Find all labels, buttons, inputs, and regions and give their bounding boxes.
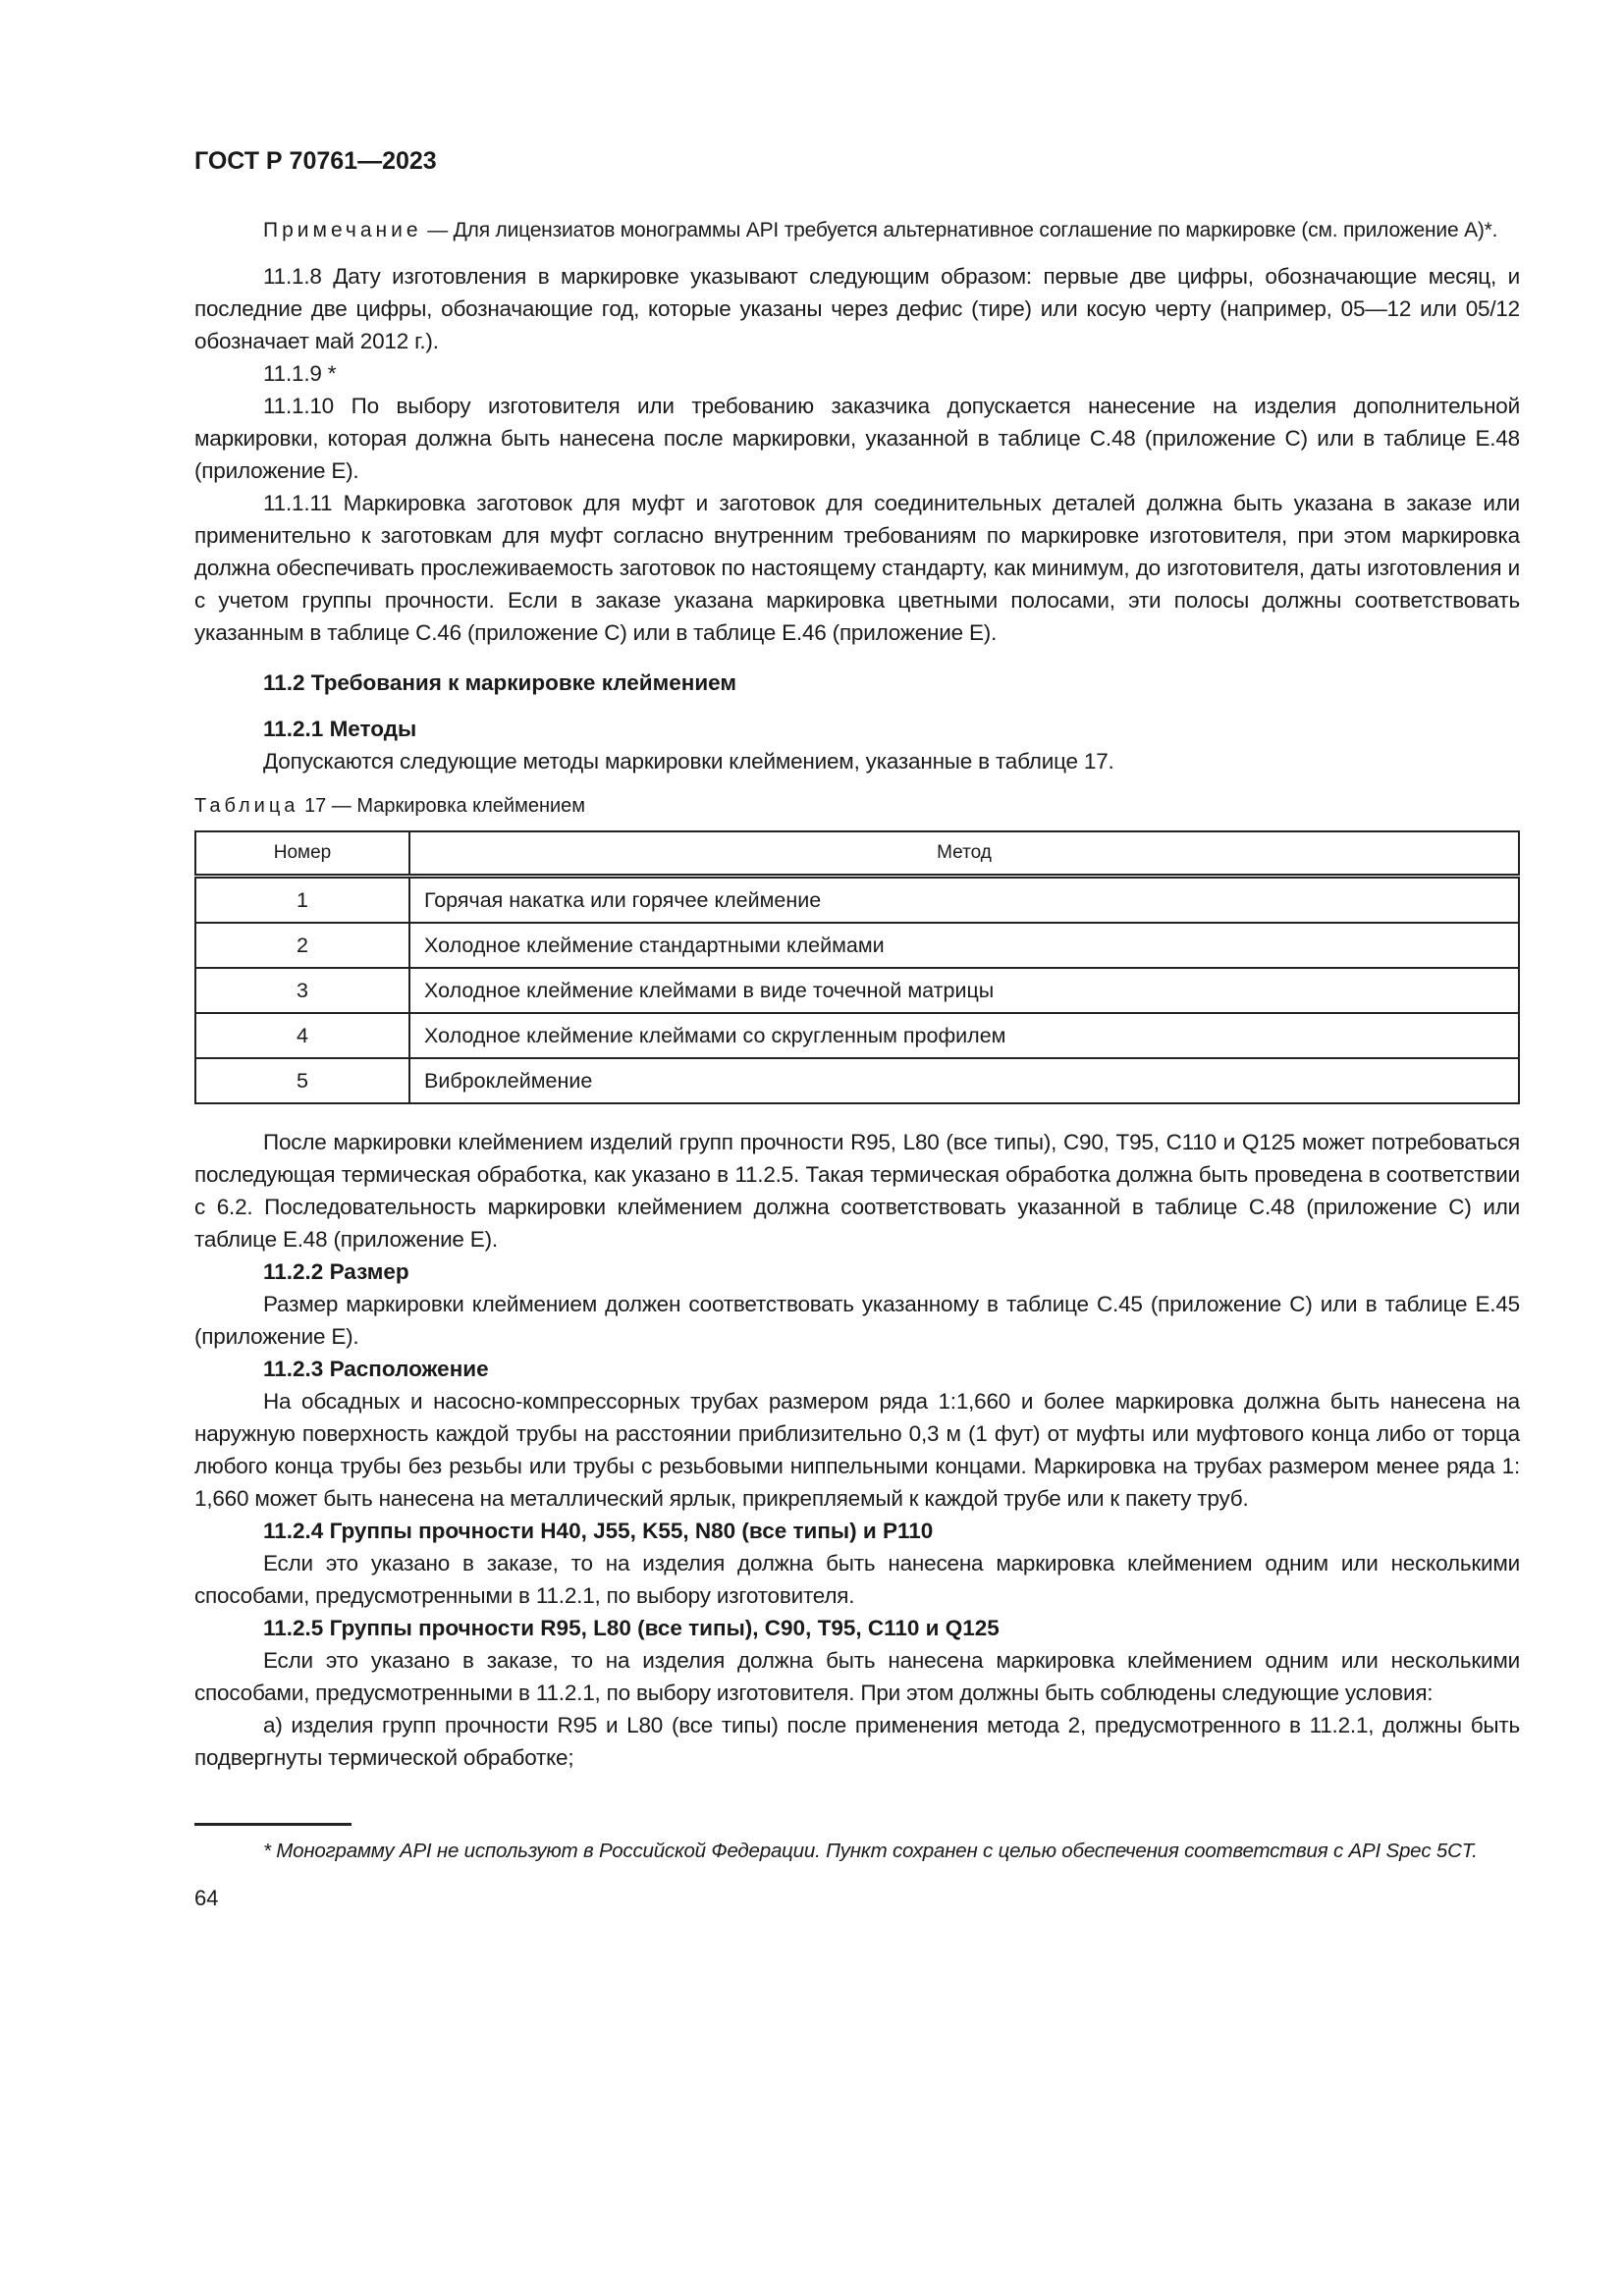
heading-11-2-2: 11.2.2 Размер [263, 1259, 409, 1284]
column-header-number: Номер [195, 831, 409, 877]
heading-11-2-3: 11.2.3 Расположение [263, 1357, 489, 1381]
paragraph-11-2-5: Если это указано в заказе, то на изделия должна быть нанесена маркировка клеймением одним или несколькими способами, предусмотренными в 11.2.1, по выбору изготовителя. При этом должны быть соблюдены следующие условия: [194, 1648, 1520, 1705]
cell-method: Горячая накатка или горячее клеймение [409, 877, 1519, 924]
cell-number: 5 [195, 1058, 409, 1103]
table-row [195, 877, 1519, 924]
table-header-row [195, 831, 1519, 877]
page-number: 64 [194, 1886, 219, 1910]
document-header: ГОСТ Р 70761—2023 [194, 147, 437, 175]
paragraph-11-2-4: Если это указано в заказе, то на изделия должна быть нанесена маркировка клеймением одним или несколькими способами, предусмотренными в 11.2.1, по выбору изготовителя. [194, 1551, 1520, 1608]
heading-11-2-5: 11.2.5 Группы прочности R95, L80 (все типы), С90, Т95, С110 и Q125 [263, 1616, 1000, 1640]
note [194, 215, 1520, 246]
list-item-a: а) изделия групп прочности R95 и L80 (все типы) после применения метода 2, предусмотренного в 11.2.1, должны быть подвергнуты термической обработке; [194, 1713, 1520, 1770]
table-row [195, 923, 1519, 968]
heading-11-2-4: 11.2.4 Группы прочности Н40, J55, K55, N80 (все типы) и Р110 [263, 1519, 934, 1543]
note-label: Примечание [263, 219, 422, 241]
paragraph-11-2-3: На обсадных и насосно-компрессорных трубах размером ряда 1:1,660 и более маркировка должна быть нанесена на наружную поверхность каждой трубы на расстоянии приблизительно 0,3 м (1 фут) от муфты или муфтового конца либо от торца любого конца трубы без резьбы или трубы с резьбовыми ниппельными концами. Маркировка на трубах размером менее ряда 1: 1,660 может быть нанесена на металлический ярлык, прикрепляемый к каждой трубе или к пакету труб. [194, 1389, 1520, 1511]
paragraph-11-1-9: 11.1.9 * [263, 361, 337, 386]
table-row [195, 1058, 1519, 1103]
table-caption-text: 17 — Маркировка клеймением [298, 795, 586, 817]
paragraph-11-2-1: Допускаются следующие методы маркировки клеймением, указанные в таблице 17. [263, 749, 1114, 774]
paragraph-11-2-2: Размер маркировки клеймением должен соответствовать указанному в таблице С.45 (приложение С) или в таблице Е.45 (приложение Е). [194, 1292, 1520, 1349]
cell-number: 4 [195, 1013, 409, 1058]
paragraph-after-table: После маркировки клеймением изделий групп прочности R95, L80 (все типы), С90, Т95, С110 и Q125 может потребоваться последующая термическая обработка, как указано в 11.2.5. Такая термическая обработка должна быть проведена в соответствии с 6.2. Последовательность маркировки клеймением должна соответствовать указанной в таблице С.48 (приложение С) или таблице Е.48 (приложение Е). [194, 1130, 1520, 1252]
footnote: * Монограмму API не используют в Российской Федерации. Пункт сохранен с целью обеспечения соответствия с API Spec 5CT. [263, 1840, 1478, 1862]
paragraph-11-1-8: 11.1.8 Дату изготовления в маркировке указывают следующим образом: первые две цифры, обозначающие месяц, и последние две цифры, обозначающие год, которые указаны через дефис (тире) или косую черту (например, 05—12 или 05/12 обозначает май 2012 г.). [194, 264, 1520, 353]
column-header-method: Метод [409, 831, 1519, 877]
paragraph-11-1-11: 11.1.11 Маркировка заготовок для муфт и заготовок для соединительных деталей должна быть указана в заказе или применительно к заготовкам для муфт согласно внутренним требованиям по маркировке изготовителя, при этом маркировка должна обеспечивать прослеживаемость заготовок по настоящему стандарту, как минимум, до изготовителя, даты изготовления и с учетом группы прочности. Если в заказе указана маркировка цветными полосами, эти полосы должны соответствовать указанным в таблице С.46 (приложение С) или в таблице Е.46 (приложение Е). [194, 491, 1520, 645]
cell-method: Виброклеймение [409, 1058, 1519, 1103]
table-caption [194, 791, 1520, 821]
marking-methods-table [194, 830, 1520, 1104]
cell-method: Холодное клеймение клеймами со скругленным профилем [409, 1013, 1519, 1058]
cell-method: Холодное клеймение клеймами в виде точечной матрицы [409, 968, 1519, 1013]
heading-11-2: 11.2 Требования к маркировке клеймением [263, 670, 737, 695]
footnote-divider [194, 1823, 352, 1826]
document-page [194, 147, 1520, 1911]
table-row [195, 968, 1519, 1013]
table-row [195, 1013, 1519, 1058]
cell-number: 2 [195, 923, 409, 968]
cell-method: Холодное клеймение стандартными клеймами [409, 923, 1519, 968]
cell-number: 1 [195, 877, 409, 924]
heading-11-2-1: 11.2.1 Методы [263, 717, 417, 741]
cell-number: 3 [195, 968, 409, 1013]
table-caption-label: Таблица [194, 795, 299, 817]
paragraph-11-1-10: 11.1.10 По выбору изготовителя или требованию заказчика допускается нанесение на изделия дополнительной маркировки, которая должна быть нанесена после маркировки, указанной в таблице С.48 (приложение С) или в таблице Е.48 (приложение Е). [194, 394, 1520, 483]
note-text: — Для лицензиатов монограммы API требуется альтернативное соглашение по маркировке (см. приложение А)*. [421, 219, 1498, 241]
